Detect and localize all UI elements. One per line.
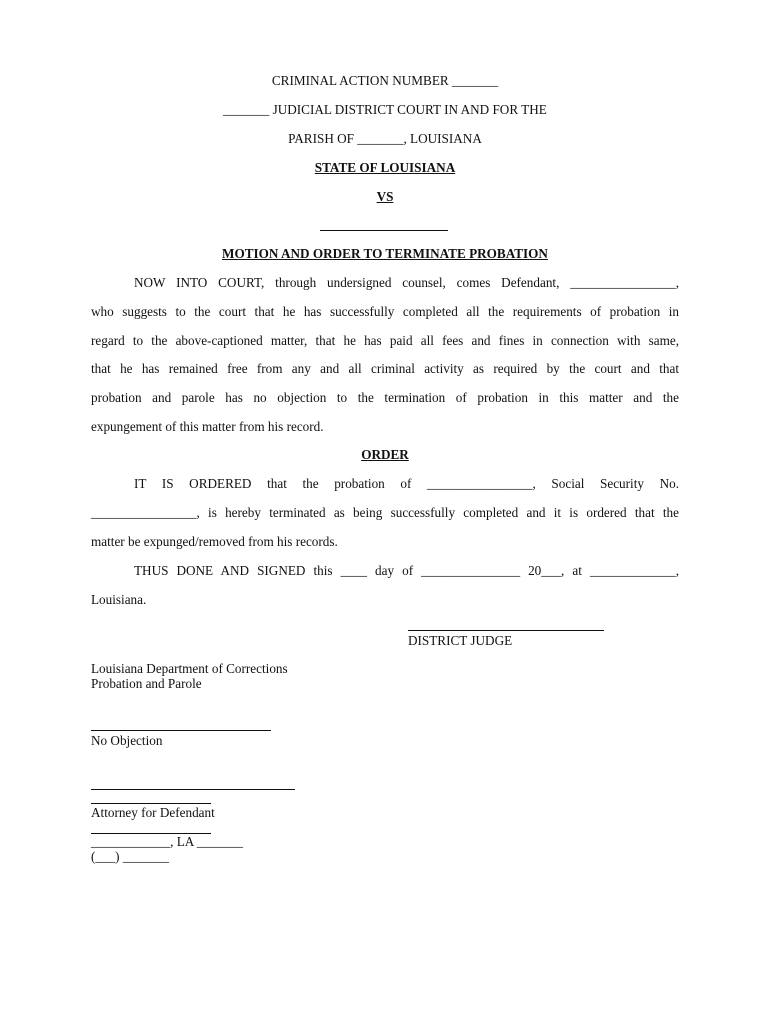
case-number: CRIMINAL ACTION NUMBER _______ [271,73,499,88]
motion-line-6: expungement of this matter from his record. [91,419,324,434]
attorney-label: Attorney for Defendant [91,805,215,820]
motion-line-5: probation and parole has no objection to the termination of probation in this matter and the [91,390,679,405]
versus-heading: VS [376,189,394,204]
order-title: ORDER [361,447,409,462]
no-objection-signature-line [91,730,271,731]
motion-line-4: that he has remained free from any and all criminal activity as required by the court and that [91,361,679,376]
done-and-signed-line: THUS DONE AND SIGNED this ____ day of _______________ 20___, at _____________, [134,563,679,578]
attorney-signature-line [91,789,295,790]
no-objection-label: No Objection [91,733,163,748]
corrections-department: Louisiana Department of Corrections [91,661,288,676]
motion-line-3: regard to the above-captioned matter, that he has paid all fees and fines in connection with same, [91,333,679,348]
signing-location: Louisiana. [91,592,147,607]
probation-and-parole: Probation and Parole [91,676,202,691]
defendant-name-blank [320,230,448,231]
order-line-2: ________________, is hereby terminated as being successfully completed and it is ordered that the [91,505,679,520]
motion-line-1: NOW INTO COURT, through undersigned counsel, comes Defendant, ________________, [134,275,679,290]
order-line-1: IT IS ORDERED that the probation of ________________, Social Security No. [134,476,679,491]
attorney-name-blank [91,803,211,804]
motion-line-2: who suggests to the court that he has successfully completed all the requirements of probation in [91,304,679,319]
attorney-city-line: ____________, LA _______ [91,834,244,849]
plaintiff-heading: STATE OF LOUISIANA [314,160,456,175]
motion-title: MOTION AND ORDER TO TERMINATE PROBATION [222,246,548,261]
order-line-3: matter be expunged/removed from his records. [91,534,338,549]
judge-signature-line [408,630,604,631]
parish-line: PARISH OF _______, LOUISIANA [288,131,482,146]
court-name: _______ JUDICIAL DISTRICT COURT IN AND FOR THE [223,102,547,117]
attorney-phone-line: (___) _______ [91,849,170,864]
judge-label: DISTRICT JUDGE [408,633,513,648]
